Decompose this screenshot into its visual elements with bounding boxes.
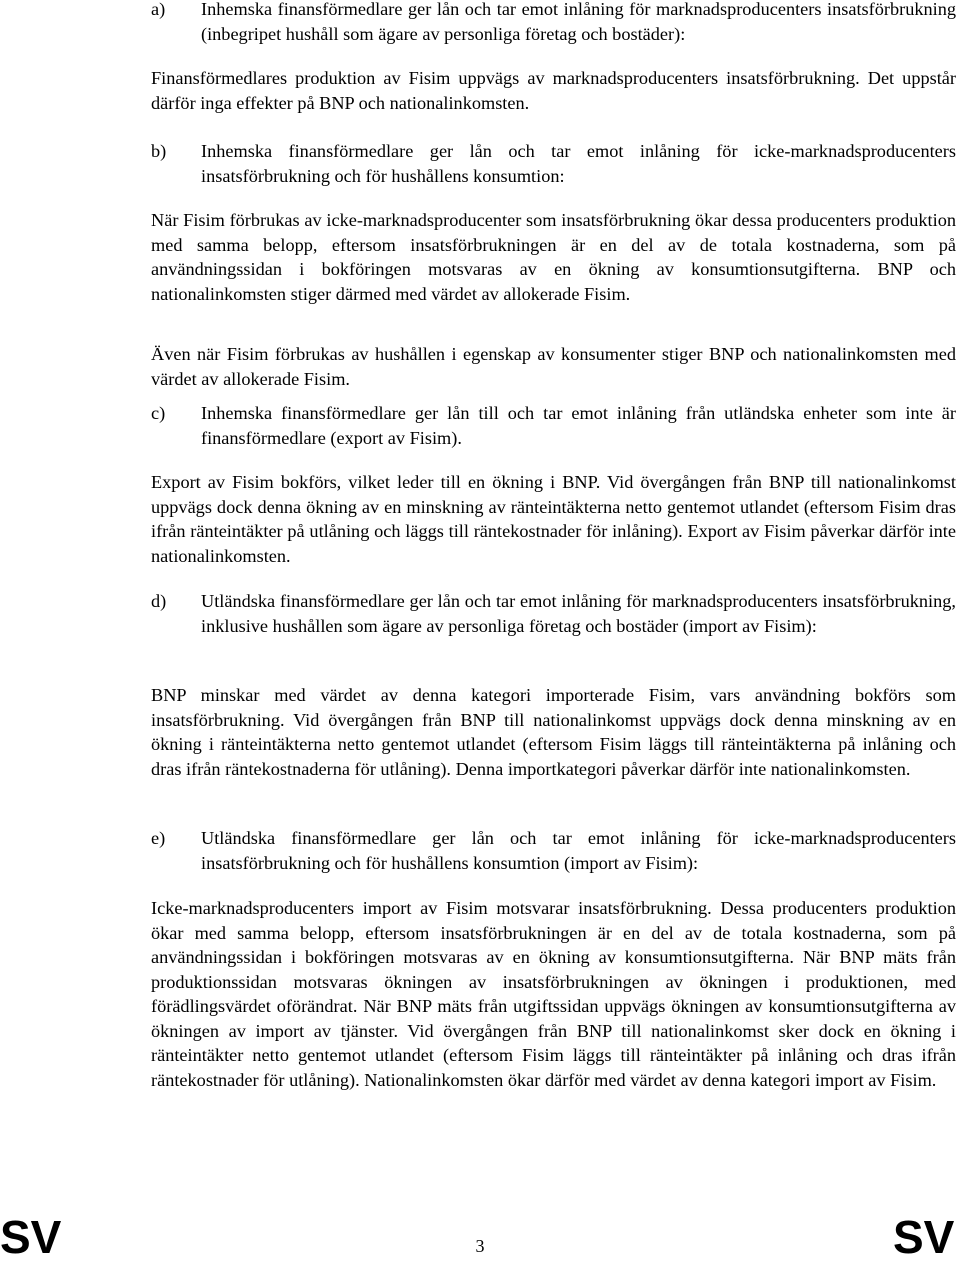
footer-language-left: SV <box>0 1211 62 1263</box>
list-item-heading: Utländska finansförmedlare ger lån och tar emot inlåning för icke-marknadsproducenters insatsförbrukning och för hushållens konsumtion (import av Fisim): <box>201 828 956 873</box>
list-marker: b) <box>151 141 167 161</box>
paragraph: Export av Fisim bokförs, vilket leder till en ökning i BNP. Vid övergången från BNP till nationalinkomst uppvägs dock denna ökning av en minskning av ränteintäkterna netto gentemot utlandet (eftersom Fisim dras ifrån ränteintäkter på utlåning och läggs till räntekostnader för inlåning). Export av Fisim påverkar därför inte nationalinkomsten. <box>151 472 956 566</box>
list-marker: d) <box>151 591 167 611</box>
list-item-heading: Utländska finansförmedlare ger lån och tar emot inlåning för marknadsproducenters insatsförbrukning, inklusive hushållen som ägare av personliga företag och bostäder (import av Fisim): <box>201 591 956 636</box>
list-marker: e) <box>151 828 166 848</box>
list-item-c <box>151 401 956 450</box>
paragraph: Även när Fisim förbrukas av hushållen i egenskap av konsumenter stiger BNP och nationalinkomsten med värdet av allokerade Fisim. <box>151 344 956 389</box>
list-item-e <box>151 826 956 875</box>
list-item-d <box>151 589 956 638</box>
paragraph: Icke-marknadsproducenters import av Fisim motsvarar insatsförbrukning. Dessa producenters produktion ökar med samma belopp, eftersom insatsförbrukningen är en del av de totala kostnaderna, som på användningssidan i bokföringen motsvaras av en ökning av konsumtionsutgifterna. När BNP mäts från produktionssidan motsvaras ökningen av insatsförbrukningen av ökningen i produktionen, med förädlingsvärdet oförändrat. När BNP mäts från utgiftssidan uppvägs ökningen av konsumtionsutgifterna av ökningen av import av tjänster. Vid övergången från BNP till nationalinkomst sker dock en ökning i ränteintäkter netto gentemot utlandet (eftersom Fisim läggs till ränteintäkter på inlåning och dras ifrån räntekostnader för utlåning). Nationalinkomsten ökar därför med värdet av denna kategori import av Fisim. <box>151 898 956 1090</box>
page-number: 3 <box>475 1236 485 1256</box>
list-item-heading: Inhemska finansförmedlare ger lån och tar emot inlåning för marknadsproducenters insatsförbrukning (inbegripet hushåll som ägare av personliga företag och bostäder): <box>201 0 956 44</box>
list-item-a <box>151 0 956 46</box>
list-item-heading: Inhemska finansförmedlare ger lån till och tar emot inlåning från utländska enheter som inte är finansförmedlare (export av Fisim). <box>201 403 956 448</box>
list-item-b <box>151 139 956 188</box>
list-marker: c) <box>151 403 166 423</box>
list-marker: a) <box>151 0 166 19</box>
paragraph: När Fisim förbrukas av icke-marknadsproducenter som insatsförbrukning ökar dessa producenters produktion med samma belopp, eftersom insatsförbrukningen är en del av de totala kostnaderna, som på användningssidan i bokföringen motsvaras av en ökning av konsumtionsutgifterna. BNP och nationalinkomsten stiger därmed med värdet av allokerade Fisim. <box>151 210 956 304</box>
footer-language-right: SV <box>893 1211 955 1263</box>
paragraph: BNP minskar med värdet av denna kategori importerade Fisim, vars användning bokförs som insatsförbrukning. Vid övergången från BNP till nationalinkomst uppvägs dock denna minskning av en ökning i ränteintäkterna netto gentemot utlandet (eftersom Fisim läggs till ränteintäkterna på inlåning och dras ifrån räntekostnaderna för utlåning). Denna importkategori påverkar därför inte nationalinkomsten. <box>151 685 956 779</box>
paragraph: Finansförmedlares produktion av Fisim uppvägs av marknadsproducenters insatsförbrukning. Det uppstår därför inga effekter på BNP och nationalinkomsten. <box>151 68 956 113</box>
list-item-heading: Inhemska finansförmedlare ger lån och tar emot inlåning för icke-marknadsproducenters insatsförbrukning och för hushållens konsumtion: <box>201 141 956 186</box>
